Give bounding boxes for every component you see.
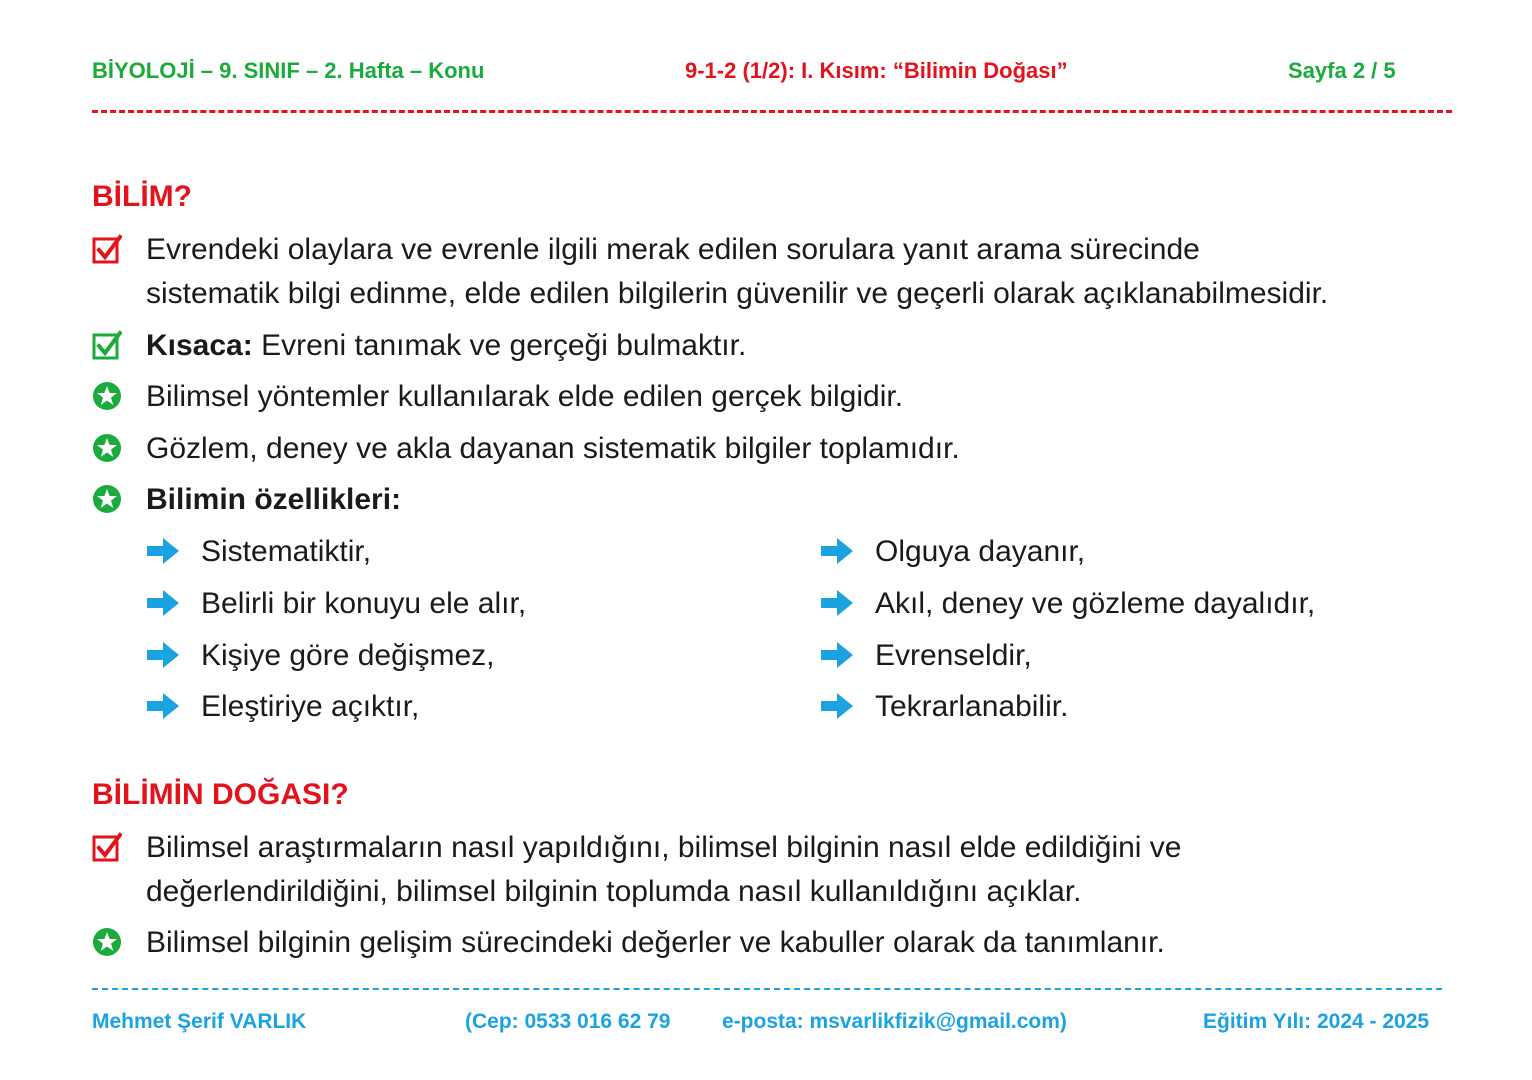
star-circle-icon [92,927,122,957]
footer-divider [92,988,1442,990]
feature-text: Eleştiriye açıktır, [201,690,420,723]
header-page-number: Sayfa 2 / 5 [1288,58,1396,83]
arrow-right-icon [821,691,855,721]
feature-text: Evrenseldir, [875,639,1032,672]
checkbox-check-red-icon [92,832,122,862]
checkbox-check-green-icon [92,330,122,360]
list-item-text: Bilimsel bilginin gelişim sürecindeki değerler ve kabuller olarak da tanımlanır. [146,926,1165,959]
section-title-bilim: BİLİM? [92,180,192,213]
feature-text: Sistematiktir, [201,535,372,568]
arrow-right-icon [147,640,181,670]
list-item-text: sistematik bilgi edinme, elde edilen bilgilerin güvenilir ve geçerli olarak açıklanabilmesidir. [146,277,1329,310]
feature-text: Olguya dayanır, [875,535,1086,568]
arrow-right-icon [147,536,181,566]
arrow-right-icon [147,588,181,618]
features-heading: Bilimin özellikleri: [146,483,402,516]
footer-author: Mehmet Şerif VARLIK [92,1010,307,1033]
kisaca-label: Kısaca: [146,329,253,362]
star-circle-icon [92,381,122,411]
header-divider [92,110,1452,113]
feature-text: Belirli bir konuyu ele alır, [201,587,527,620]
feature-text: Akıl, deney ve gözleme dayalıdır, [875,587,1316,620]
feature-text: Kişiye göre değişmez, [201,639,495,672]
list-item-text: Gözlem, deney ve akla dayanan sistematik bilgiler toplamıdır. [146,432,960,465]
star-circle-icon [92,484,122,514]
list-item-text: değerlendirildiğini, bilimsel bilginin toplumda nasıl kullanıldığını açıklar. [146,875,1082,908]
feature-text: Tekrarlanabilir. [875,690,1069,723]
footer-email: e-posta: msvarlikfizik@gmail.com) [722,1010,1067,1033]
list-item-text: Evrendeki olaylara ve evrenle ilgili merak edilen sorulara yanıt arama sürecinde [146,233,1200,266]
list-item-text: Bilimsel araştırmaların nasıl yapıldığını, bilimsel bilginin nasıl elde edildiğini ve [146,831,1182,864]
arrow-right-icon [147,691,181,721]
arrow-right-icon [821,588,855,618]
footer-phone: (Cep: 0533 016 62 79 [465,1010,671,1033]
arrow-right-icon [821,640,855,670]
star-circle-icon [92,433,122,463]
section-title-bilimin-dogasi: BİLİMİN DOĞASI? [92,778,349,811]
header-subject: BİYOLOJİ – 9. SINIF – 2. Hafta – Konu [92,58,485,83]
list-item-text: Bilimsel yöntemler kullanılarak elde edilen gerçek bilgidir. [146,380,904,413]
checkbox-check-red-icon [92,234,122,264]
header-topic: 9-1-2 (1/2): I. Kısım: “Bilimin Doğası” [685,58,1068,83]
list-item-text: Evreni tanımak ve gerçeği bulmaktır. [252,329,747,362]
arrow-right-icon [821,536,855,566]
footer-year: Eğitim Yılı: 2024 - 2025 [1203,1010,1430,1033]
